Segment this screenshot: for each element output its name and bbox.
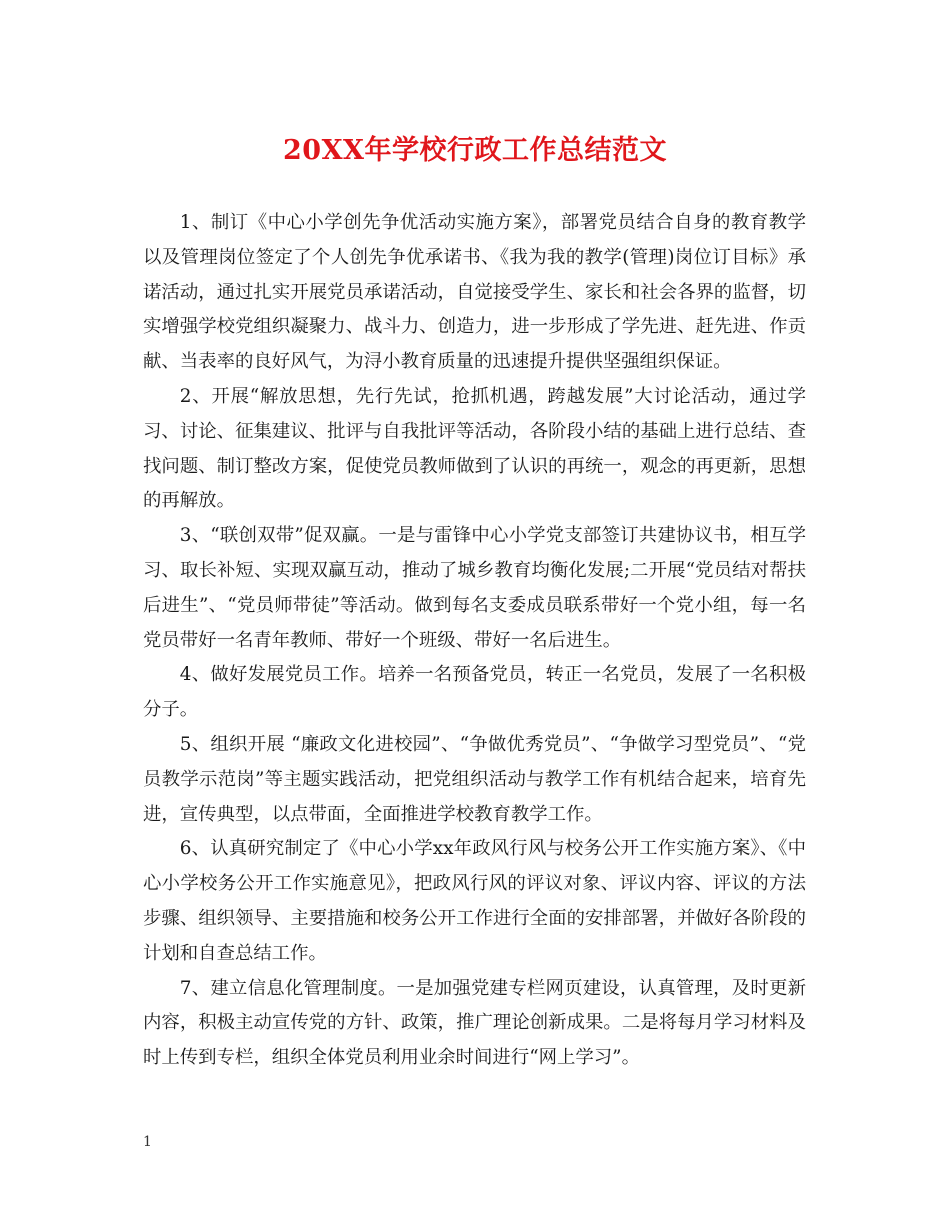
paragraph-2: 2、开展“解放思想，先行先试，抢抓机遇，跨越发展”大讨论活动，通过学习、讨论、征集建议、批评与自我批评等活动，各阶段小结的基础上进行总结、查找问题、制订整改方案，促使党员教师做到了认识的再统一，观念的再更新，思想的再解放。 bbox=[143, 385, 806, 512]
paragraph-1: 1、制订《中心小学创先争优活动实施方案》，部署党员结合自身的教育教学以及管理岗位签定了个人创先争优承诺书、《我为我的教学(管理)岗位订目标》承诺活动，通过扎实开展党员承诺活动，自觉接受学生、家长和社会各界的监督，切实增强学校党组织凝聚力、战斗力、创造力，进一步形成了学先进、赶先进、作贡献、当表率的良好风气，为浔小教育质量的迅速提升提供坚强组织保证。 bbox=[143, 212, 806, 373]
paragraph-3: 3、“联创双带”促双赢。一是与雷锋中心小学党支部签订共建协议书，相互学习、取长补短、实现双赢互动，推动了城乡教育均衡化发展;二开展“党员结对帮扶后进生”、“党员师带徒”等活动。做到每名支委成员联系带好一个党小组，每一名党员带好一名青年教师、带好一个班级、带好一名后进生。 bbox=[143, 525, 806, 651]
paragraph-5: 5、组织开展 “廉政文化进校园”、“争做优秀党员”、“争做学习型党员”、“党员教学示范岗”等主题实践活动，把党组织活动与教学工作有机结合起来，培育先进，宣传典型，以点带面，全面推进学校教育教学工作。 bbox=[143, 733, 806, 825]
paragraph-4: 4、做好发展党员工作。培养一名预备党员，转正一名党员，发展了一名积极分子。 bbox=[143, 664, 806, 721]
document-body bbox=[143, 206, 806, 1076]
document-title: 20XX年学校行政工作总结范文 bbox=[283, 135, 667, 166]
paragraph-7: 7、建立信息化管理制度。一是加强党建专栏网页建设，认真管理，及时更新内容，积极主动宣传党的方针、政策，推广理论创新成果。二是将每月学习材料及时上传到专栏，组织全体党员利用业余时间进行“网上学习”。 bbox=[143, 977, 806, 1069]
paragraph-6: 6、认真研究制定了《中心小学xx年政风行风与校务公开工作实施方案》、《中心小学校务公开工作实施意见》，把政风行风的评议对象、评议内容、评议的方法步骤、组织领导、主要措施和校务公开工作进行全面的安排部署，并做好各阶段的计划和自查总结工作。 bbox=[143, 838, 806, 964]
page-number: 1 bbox=[143, 1134, 152, 1150]
